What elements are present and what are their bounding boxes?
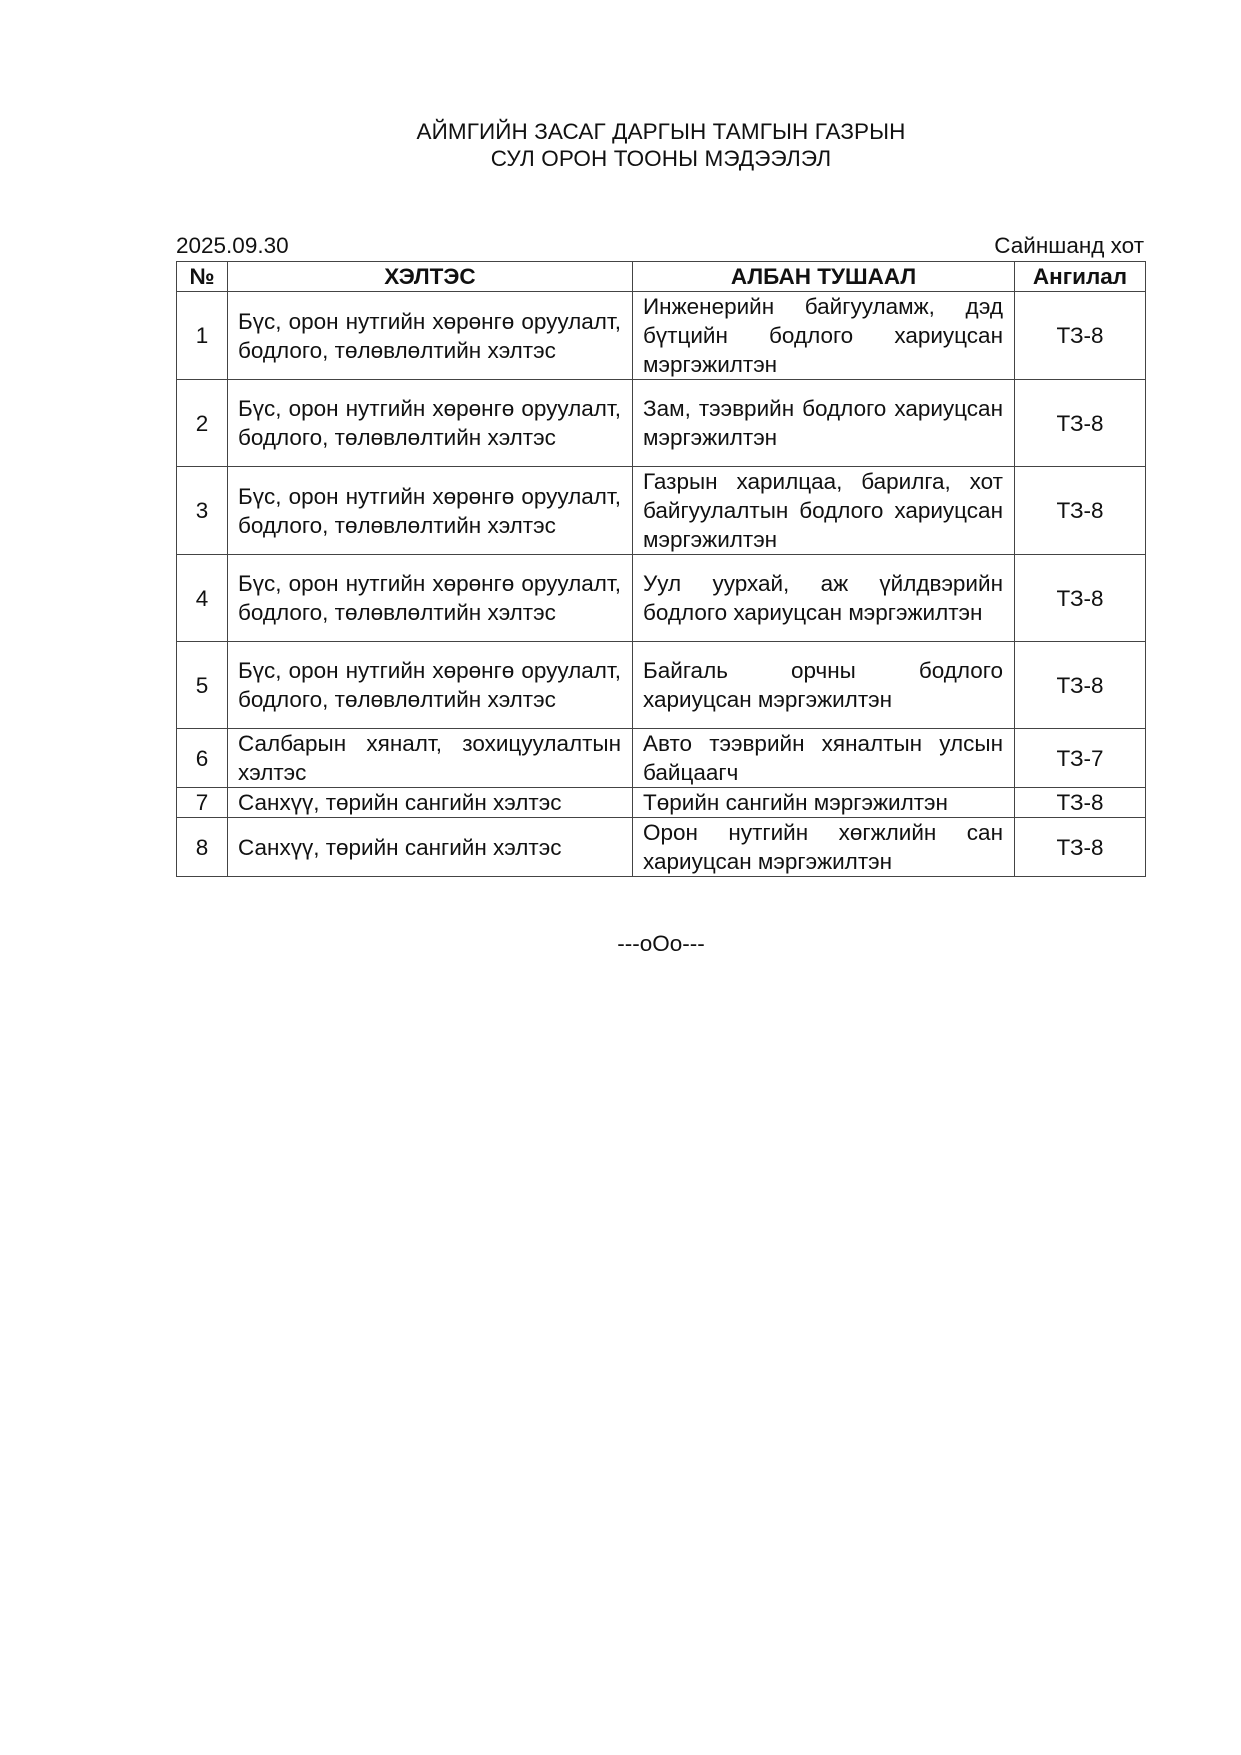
row-position: Уул уурхай, аж үйлдвэрийн бодлого хариуцсан мэргэжилтэн <box>633 555 1015 642</box>
table-row <box>177 555 1146 642</box>
vacancy-table <box>176 261 1146 877</box>
row-unit: Бүс, орон нутгийн хөрөнгө оруулалт, бодлого, төлөвлөлтийн хэлтэс <box>228 380 633 467</box>
table-row <box>177 380 1146 467</box>
document-title <box>0 118 1241 172</box>
document-date: 2025.09.30 <box>176 233 289 258</box>
row-position: Төрийн сангийн мэргэжилтэн <box>633 788 1015 818</box>
row-category: ТЗ-8 <box>1015 467 1146 555</box>
row-position: Байгаль орчны бодлого хариуцсан мэргэжилтэн <box>633 642 1015 729</box>
row-unit: Бүс, орон нутгийн хөрөнгө оруулалт, бодлого, төлөвлөлтийн хэлтэс <box>228 467 633 555</box>
document-city: Сайншанд хот <box>994 233 1144 258</box>
row-number: 3 <box>177 467 228 555</box>
row-unit: Бүс, орон нутгийн хөрөнгө оруулалт, бодлого, төлөвлөлтийн хэлтэс <box>228 642 633 729</box>
table-row <box>177 642 1146 729</box>
row-category: ТЗ-7 <box>1015 729 1146 788</box>
column-header-category: Ангилал <box>1015 262 1146 292</box>
row-position: Авто тээврийн хяналтын улсын байцаагч <box>633 729 1015 788</box>
title-line-2: СУЛ ОРОН ТООНЫ МЭДЭЭЛЭЛ <box>490 146 832 171</box>
row-category: ТЗ-8 <box>1015 292 1146 380</box>
row-number: 1 <box>177 292 228 380</box>
row-category: ТЗ-8 <box>1015 380 1146 467</box>
end-mark: ---oOo--- <box>617 931 705 956</box>
row-position: Газрын харилцаа, барилга, хот байгуулалтын бодлого хариуцсан мэргэжилтэн <box>633 467 1015 555</box>
table-row <box>177 818 1146 877</box>
table-header-row <box>177 262 1146 292</box>
table-row <box>177 292 1146 380</box>
row-category: ТЗ-8 <box>1015 788 1146 818</box>
column-header-num: № <box>177 262 228 292</box>
row-number: 7 <box>177 788 228 818</box>
table-row <box>177 467 1146 555</box>
column-header-unit: ХЭЛТЭС <box>228 262 633 292</box>
row-unit: Бүс, орон нутгийн хөрөнгө оруулалт, бодлого, төлөвлөлтийн хэлтэс <box>228 292 633 380</box>
row-unit: Салбарын хяналт, зохицуулалтын хэлтэс <box>228 729 633 788</box>
title-line-1: АЙМГИЙН ЗАСАГ ДАРГЫН ТАМГЫН ГАЗРЫН <box>416 119 906 144</box>
column-header-position: АЛБАН ТУШААЛ <box>633 262 1015 292</box>
row-number: 8 <box>177 818 228 877</box>
row-category: ТЗ-8 <box>1015 818 1146 877</box>
row-category: ТЗ-8 <box>1015 642 1146 729</box>
row-unit: Санхүү, төрийн сангийн хэлтэс <box>228 788 633 818</box>
row-position: Орон нутгийн хөгжлийн сан хариуцсан мэргэжилтэн <box>633 818 1015 877</box>
row-position: Зам, тээврийн бодлого хариуцсан мэргэжилтэн <box>633 380 1015 467</box>
row-number: 4 <box>177 555 228 642</box>
row-unit: Санхүү, төрийн сангийн хэлтэс <box>228 818 633 877</box>
row-category: ТЗ-8 <box>1015 555 1146 642</box>
row-number: 5 <box>177 642 228 729</box>
table-row <box>177 788 1146 818</box>
row-number: 2 <box>177 380 228 467</box>
row-unit: Бүс, орон нутгийн хөрөнгө оруулалт, бодлого, төлөвлөлтийн хэлтэс <box>228 555 633 642</box>
row-position: Инженерийн байгууламж, дэд бүтцийн бодлого хариуцсан мэргэжилтэн <box>633 292 1015 380</box>
meta-row <box>176 232 1144 260</box>
row-number: 6 <box>177 729 228 788</box>
table-row <box>177 729 1146 788</box>
